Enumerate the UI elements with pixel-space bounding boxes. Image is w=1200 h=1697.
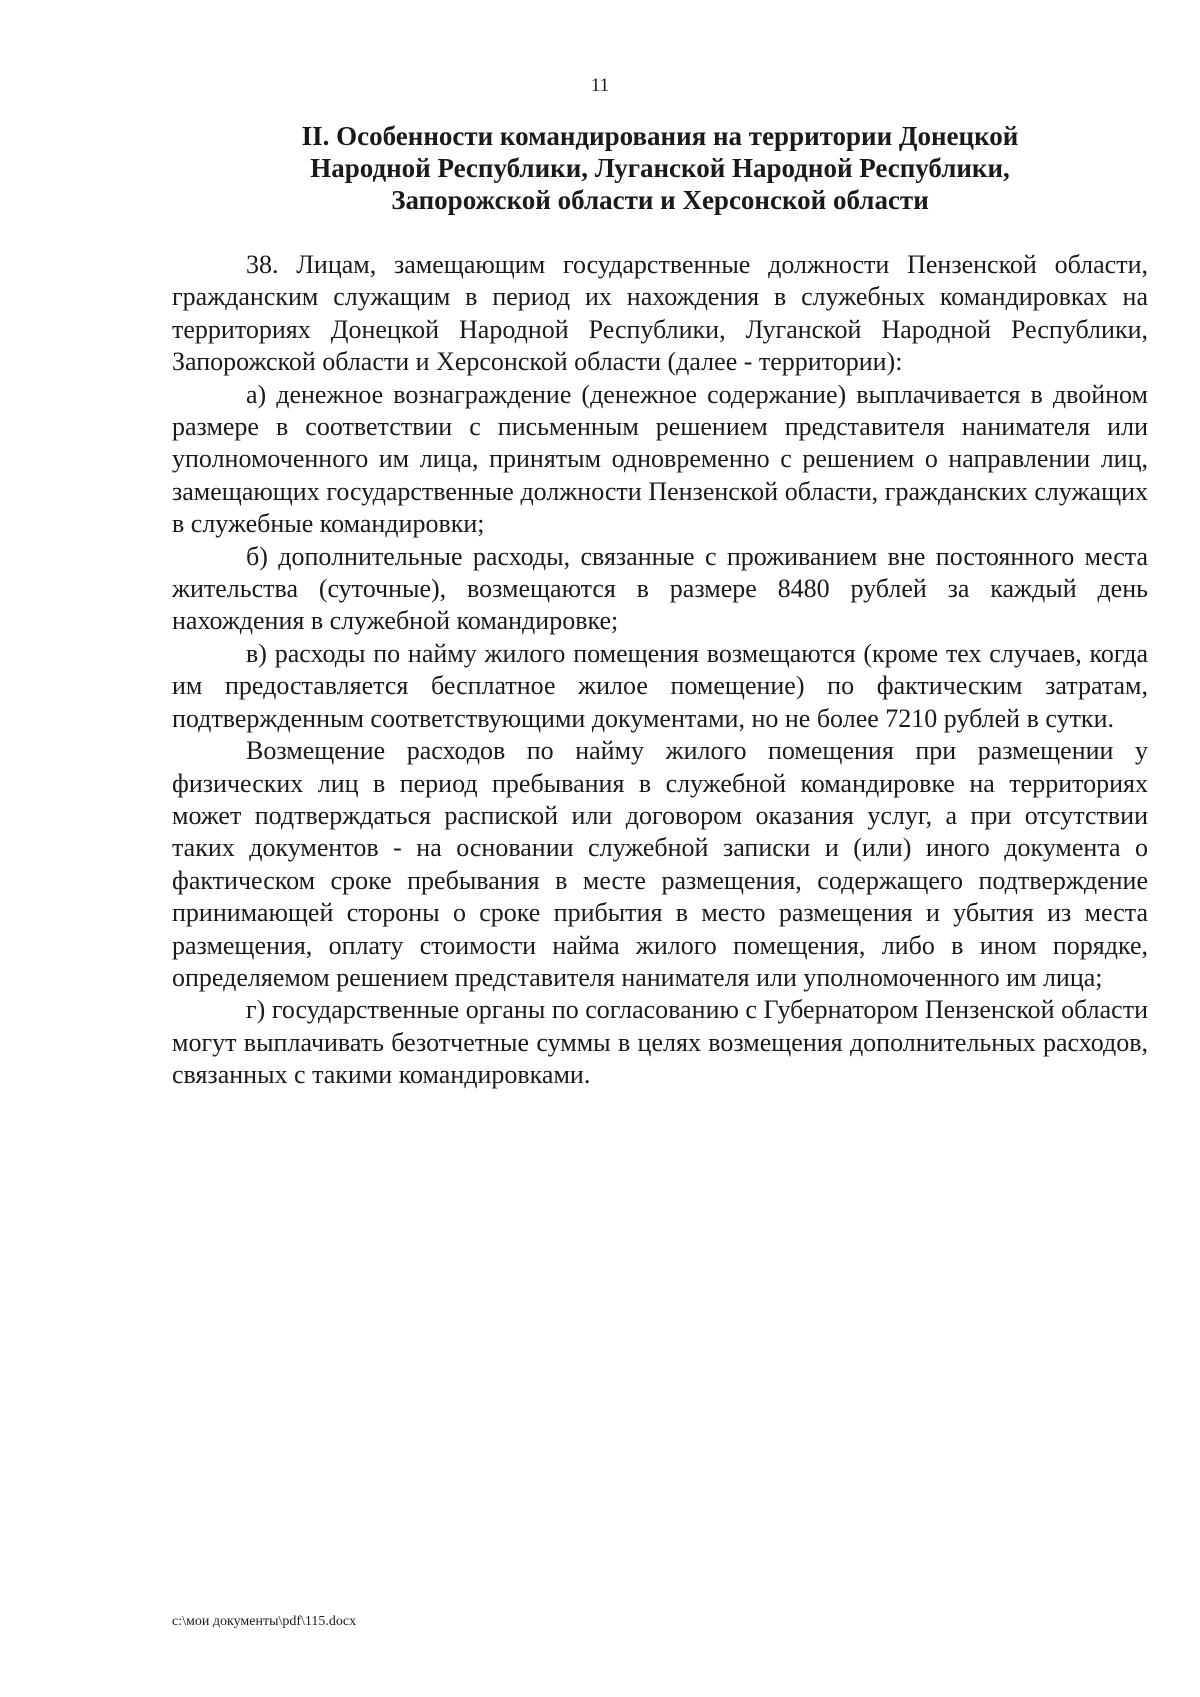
section-heading [172,120,1148,216]
page-number: 11 [590,75,610,96]
paragraph-g: г) государственные органы по согласованию с Губернатором Пензенской области могут выплачивать безотчетные суммы в целях возмещения дополнительных расходов, связанных с такими командировками. [172,995,1148,1090]
paragraph-38-intro: 38. Лицам, замещающим государственные должности Пензенской области, гражданским служащим в период их нахождения в служебных командировках на территориях Донецкой Народной Республики, Луганской Народной Республики, Запорожской области и Херсонской области (далее - территории): [172,250,1148,377]
section-heading-line: II. Особенности командирования на территории Донецкой [301,121,1019,151]
footer-file-path: c:\мои документы\pdf\115.docx [172,1614,357,1629]
paragraph-v: в) расходы по найму жилого помещения возмещаются (кроме тех случаев, когда им предоставляется бесплатное жилое помещение) по фактическим затратам, подтвержденным соответствующими документами, но не более 7210 рублей в сутки. [172,638,1148,733]
paragraph-b: б) дополнительные расходы, связанные с проживанием вне постоянного места жительства (суточные), возмещаются в размере 8480 рублей за каждый день нахождения в служебной командировке; [172,541,1148,636]
section-heading-line: Народной Республики, Луганской Народной Республики, [310,153,1010,183]
paragraph-a: а) денежное вознаграждение (денежное содержание) выплачивается в двойном размере в соответствии с письменным решением представителя нанимателя или уполномоченного им лица, принятым одновременно с решением о направлении лиц, замещающих государственные должности Пензенской области, гражданских служащих в служебные командировки; [172,379,1148,539]
section-heading-line: Запорожской области и Херсонской области [391,185,929,215]
body-text [172,249,1148,1092]
paragraph-reimbursement: Возмещение расходов по найму жилого помещения при размещении у физических лиц в период пребывания в служебной командировке на территориях может подтверждаться распиской или договором оказания услуг, а при отсутствии таких документов - на основании служебной записки и (или) иного документа о фактическом сроке пребывания в месте размещения, содержащего подтверждение принимающей стороны о сроке прибытия в место размещения и убытия из места размещения, оплату стоимости найма жилого помещения, либо в ином порядке, определяемом решением представителя нанимателя или уполномоченного им лица; [172,736,1148,992]
